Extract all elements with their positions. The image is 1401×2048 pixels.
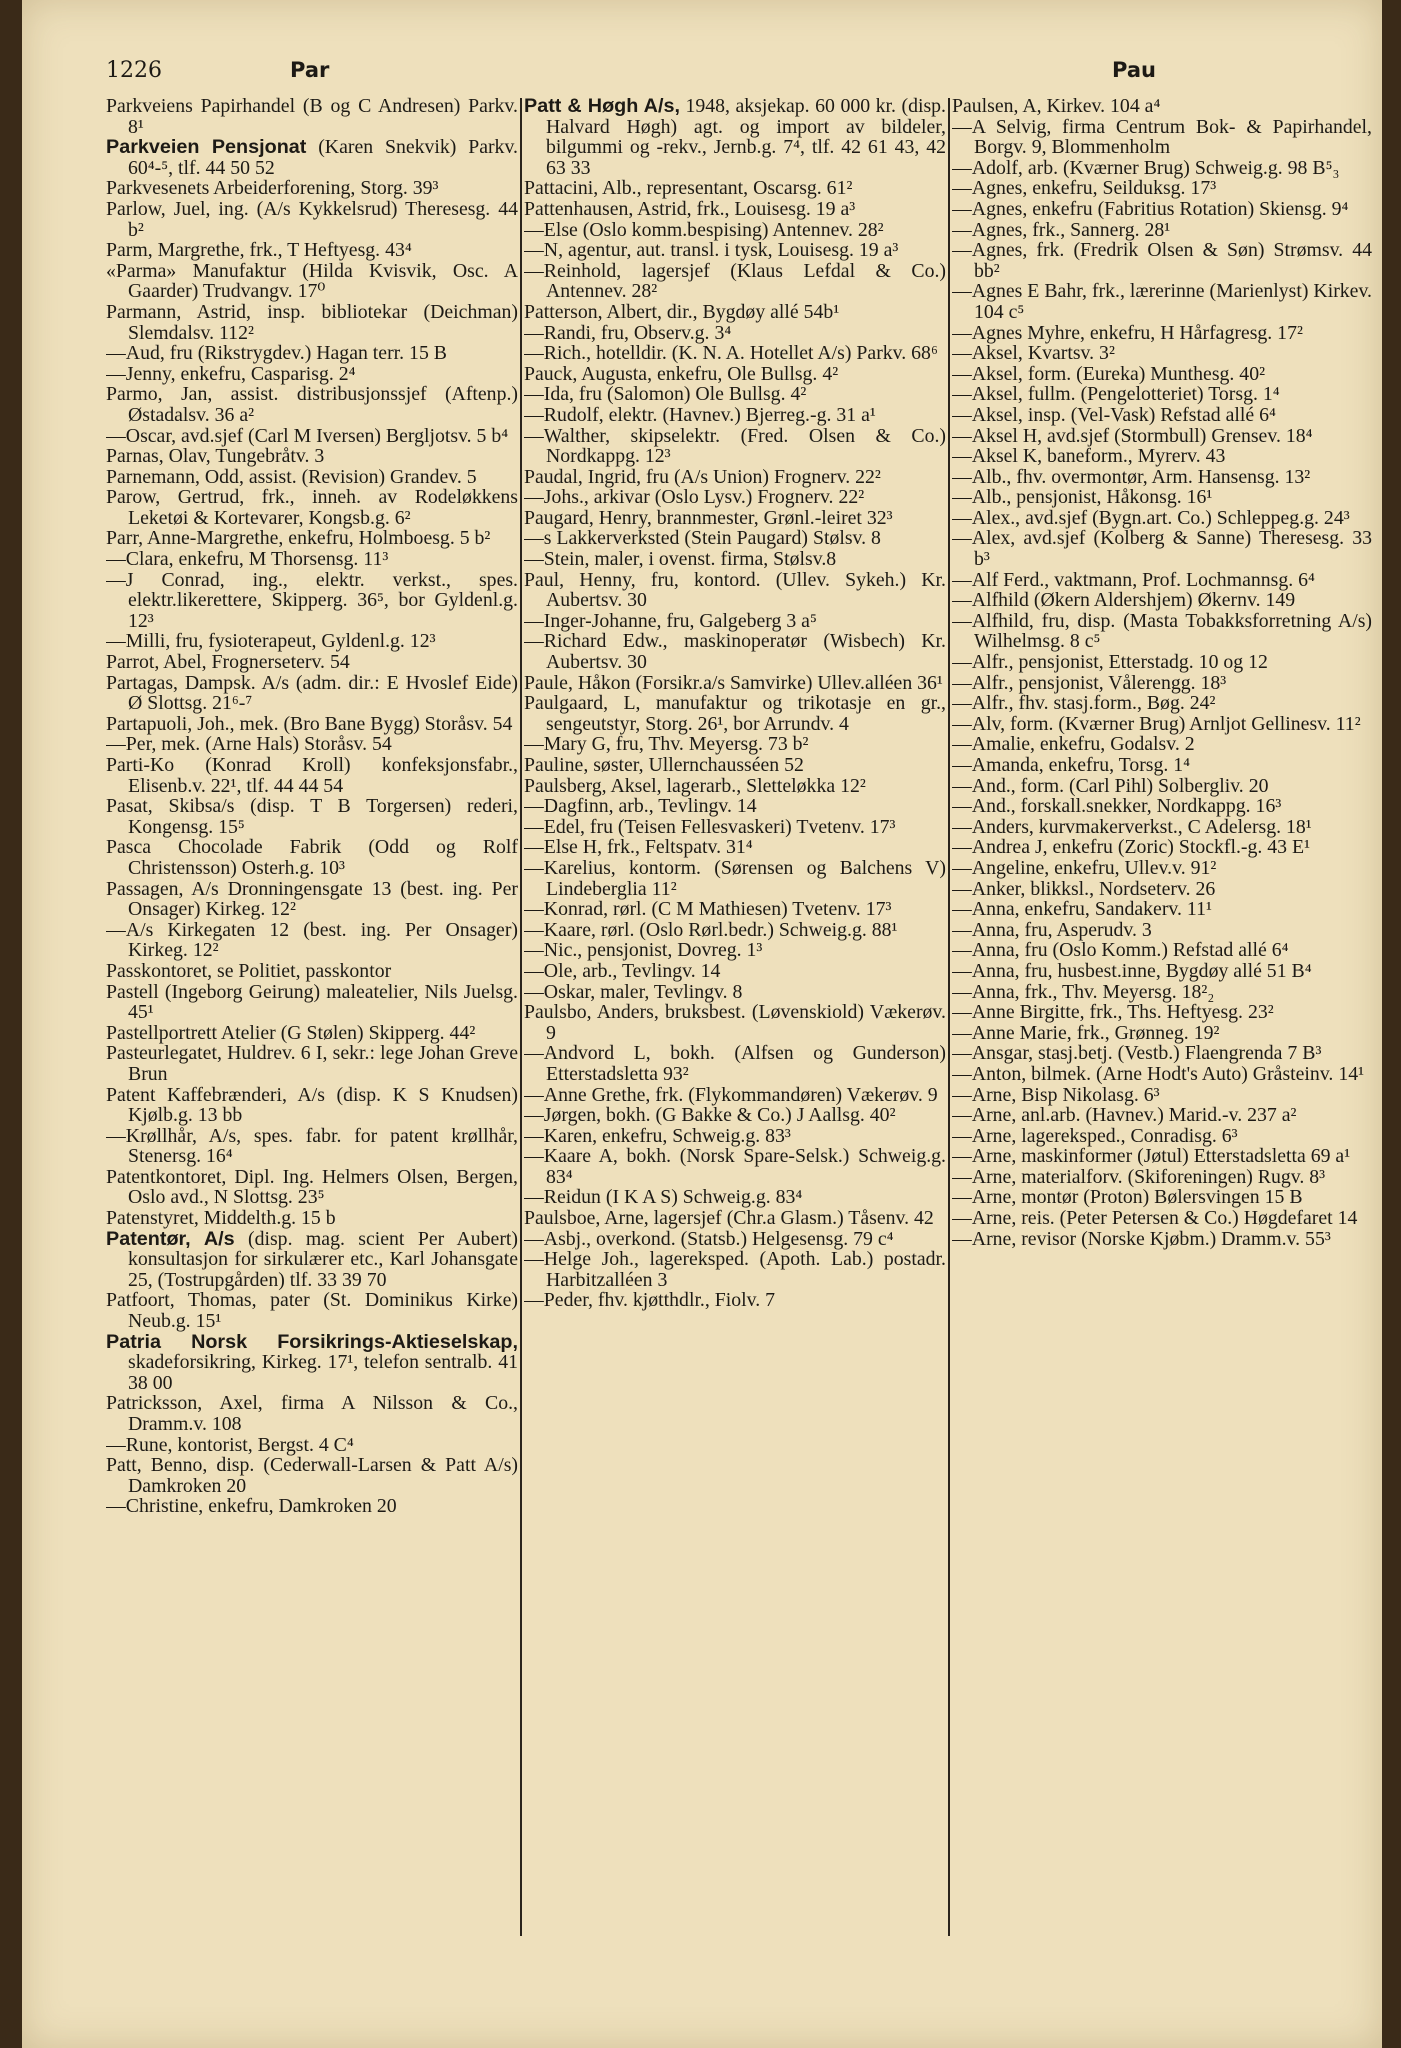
- entry-text: —Stein, maler, i ovenst. firma, Stølsv.8: [524, 548, 837, 571]
- entry-text: —Alex., avd.sjef (Bygn.art. Co.) Schleppeg.g. 24³: [952, 506, 1350, 529]
- entry-text: —Per, mek. (Arne Hals) Storåsv. 54: [106, 733, 392, 756]
- directory-entry: [952, 487, 1372, 508]
- directory-entry: [106, 755, 518, 796]
- directory-entry: [952, 1208, 1372, 1229]
- directory-entry: [952, 858, 1372, 879]
- directory-entry: [952, 796, 1372, 817]
- directory-entry: [952, 426, 1372, 447]
- entry-text: Parmo, Jan, assist. distribusjonssjef (Aftenp.) Østadalsv. 36 a²: [106, 383, 518, 426]
- entry-text: —Anne Grethe, frk. (Flykommandøren) Vækerøv. 9: [524, 1083, 938, 1106]
- entry-text: —Amanda, enkefru, Torsg. 1⁴: [952, 754, 1191, 776]
- directory-entry: [106, 961, 518, 982]
- entry-text: Patent Kaffebrænderi, A/s (disp. K S Knudsen) Kjølb.g. 13 bb: [106, 1083, 518, 1127]
- directory-entry: [952, 714, 1372, 735]
- entry-text: —Anna, frk., Thv. Meyersg. 18²₂: [952, 980, 1215, 1003]
- page-number: 1226: [106, 58, 162, 83]
- entry-text: Parkvesenets Arbeiderforening, Storg. 39³: [106, 177, 439, 200]
- directory-entry: [524, 343, 946, 364]
- directory-entry: [106, 879, 518, 920]
- entry-text: —Richard Edw., maskinoperatør (Wisbech) Kr. Aubertsv. 30: [524, 630, 946, 674]
- entry-text: —Oskar, maler, Tevlingv. 8: [524, 980, 743, 1003]
- entry-text: —Andrea J, enkefru (Zoric) Stockfl.-g. 43 E¹: [952, 836, 1311, 859]
- entry-text: —Dagfinn, arb., Tevlingv. 14: [524, 795, 757, 818]
- entry-text: Pauck, Augusta, enkefru, Ole Bullsg. 4²: [524, 362, 839, 385]
- directory-entry: [952, 837, 1372, 858]
- directory-entry: [952, 240, 1372, 281]
- directory-entry: [952, 158, 1372, 179]
- entry-text: —Rudolf, elektr. (Havnev.) Bjerreg.-g. 31 a¹: [524, 403, 876, 426]
- directory-entry: [106, 467, 518, 488]
- entry-text: Parmann, Astrid, insp. bibliotekar (Deichman) Slemdalsv. 112²: [106, 300, 518, 344]
- entry-text: Pastellportrett Atelier (G Stølen) Skipperg. 44²: [106, 1021, 476, 1044]
- directory-entry: [106, 528, 518, 549]
- directory-entry: [524, 240, 946, 261]
- directory-entry: [952, 673, 1372, 694]
- directory-entry: [106, 1496, 518, 1517]
- directory-entry: [524, 837, 946, 858]
- directory-entry: [524, 1126, 946, 1147]
- directory-entry: [524, 220, 946, 241]
- entry-text: —Helge Joh., lagereksped. (Apoth. Lab.) postadr. Harbitzalléen 3: [524, 1248, 946, 1291]
- entry-text: —Arne, revisor (Norske Kjøbm.) Dramm.v. 55³: [952, 1227, 1331, 1250]
- directory-entry: [952, 1023, 1372, 1044]
- directory-entry: [524, 178, 946, 199]
- directory-entry: [524, 1043, 946, 1084]
- directory-entry: [524, 1187, 946, 1208]
- entry-text: —Arne, anl.arb. (Havnev.) Marid.-v. 237 a²: [952, 1104, 1297, 1127]
- directory-entry: [106, 426, 518, 447]
- entry-text: —Anne Birgitte, frk., Ths. Heftyesg. 23²: [952, 1001, 1274, 1024]
- entry-text: —Alf Ferd., vaktmann, Prof. Lochmannsg. 6⁴: [952, 568, 1315, 591]
- entry-text: —Milli, fru, fysioterapeut, Gyldenl.g. 12³: [106, 630, 436, 653]
- entry-text: —Oscar, avd.sjef (Carl M Iversen) Bergljotsv. 5 b⁴: [106, 424, 509, 447]
- entry-text: Patricksson, Axel, firma A Nilsson & Co., Dramm.v. 108: [106, 1392, 518, 1435]
- directory-entry: [524, 1249, 946, 1290]
- entry-text: —Alex, avd.sjef (Kolberg & Sanne) Theresesg. 33 b³: [952, 527, 1372, 571]
- entry-text: —Alfr., pensjonist, Etterstadg. 10 og 12: [952, 651, 1268, 674]
- entry-text: —Agnes Myhre, enkefru, H Hårfagresg. 17²: [952, 321, 1303, 344]
- directory-page: [22, 0, 1382, 2048]
- column-divider: [520, 98, 522, 1936]
- directory-entry: [106, 364, 518, 385]
- entry-text: Patenstyret, Middelth.g. 15 b: [106, 1207, 336, 1230]
- entry-text: —And., form. (Carl Pihl) Solbergliv. 20: [952, 774, 1269, 797]
- entry-text: —Alv, form. (Kværner Brug) Arnljot Gellinesv. 11²: [952, 712, 1361, 735]
- entry-text: —Reinhold, lagersjef (Klaus Lefdal & Co.) Antennev. 28²: [524, 259, 946, 303]
- entry-text: —Kaare A, bokh. (Norsk Spare-Selsk.) Schweig.g. 83⁴: [524, 1145, 946, 1188]
- directory-entry: [952, 508, 1372, 529]
- directory-entry: [106, 734, 518, 755]
- directory-entry: [524, 982, 946, 1003]
- entry-text: —Kaare, rørl. (Oslo Rørl.bedr.) Schweig.g. 88¹: [524, 918, 898, 941]
- directory-entry: [524, 199, 946, 220]
- entry-text: Pattenhausen, Astrid, frk., Louisesg. 19 a³: [524, 197, 856, 220]
- entry-text: —Johs., arkivar (Oslo Lysv.) Frognerv. 22²: [524, 486, 865, 509]
- entry-text: —Anna, fru, husbest.inne, Bygdøy allé 51 B⁴: [952, 959, 1312, 982]
- directory-entry: [952, 364, 1372, 385]
- entry-text: Parr, Anne-Margrethe, enkefru, Holmboesg. 5 b²: [106, 527, 491, 550]
- entry-text: Parkveiens Papirhandel (B og C Andresen) Parkv. 8¹: [106, 96, 518, 138]
- directory-entry: [952, 734, 1372, 755]
- directory-entry: [952, 343, 1372, 364]
- directory-entry: [952, 323, 1372, 344]
- entry-text: —Ansgar, stasj.betj. (Vestb.) Flaengrenda 7 B³: [952, 1042, 1322, 1065]
- entry-text: —Karelius, kontorm. (Sørensen og Balchens V) Lindebergliа 11²: [524, 856, 946, 900]
- directory-column-2: [524, 96, 946, 2036]
- entry-text: Passkontoret, se Politiet, passkontor: [106, 959, 392, 982]
- entry-text: Patfoort, Thomas, pater (St. Dominikus Kirke) Neub.g. 15¹: [106, 1289, 518, 1333]
- entry-text: —Arne, materialforv. (Skiforeningen) Rugv. 8³: [952, 1165, 1326, 1188]
- entry-text: —Alfhild, fru, disp. (Masta Tobakksforretning A/s) Wilhelmsg. 8 c⁵: [952, 609, 1372, 653]
- directory-entry: [952, 528, 1372, 569]
- directory-entry: [952, 117, 1372, 158]
- entry-text: Passagen, A/s Dronningensgate 13 (best. ing. Per Onsager) Kirkeg. 12²: [106, 877, 518, 921]
- directory-entry: [106, 1290, 518, 1331]
- directory-entry: [952, 920, 1372, 941]
- directory-entry: [952, 652, 1372, 673]
- entry-text: —Aksel, form. (Eureka) Munthesg. 40²: [952, 362, 1266, 385]
- directory-entry: [106, 261, 518, 302]
- entry-text: —Asbj., overkond. (Statsb.) Helgesensg. 79 c⁴: [524, 1227, 894, 1250]
- column-divider: [948, 98, 950, 1936]
- directory-entry: [524, 755, 946, 776]
- directory-entry: [106, 1023, 518, 1044]
- directory-entry: [952, 817, 1372, 838]
- directory-entry: [106, 487, 518, 528]
- directory-entry: [106, 384, 518, 425]
- directory-entry: [524, 940, 946, 961]
- entry-text: Pasat, Skibsa/s (disp. T B Torgersen) rederi, Kongensg. 15⁵: [106, 795, 518, 838]
- directory-entry: [524, 899, 946, 920]
- running-head-left: Par: [290, 58, 330, 82]
- directory-entry: [106, 96, 518, 137]
- entry-text: Parnemann, Odd, assist. (Revision) Grandev. 5: [106, 465, 477, 488]
- directory-entry: [106, 199, 518, 240]
- directory-entry: [524, 693, 946, 734]
- directory-entry: [952, 961, 1372, 982]
- directory-entry: [952, 879, 1372, 900]
- entry-text: Pasca Chocolade Fabrik (Odd og Rolf Christensson) Osterh.g. 10³: [106, 836, 518, 879]
- directory-entry: [106, 240, 518, 261]
- entry-text: —Anna, fru (Oslo Komm.) Refstad allé 6⁴: [952, 939, 1289, 962]
- entry-text: Paulsbo, Anders, bruksbest. (Løvenskiold) Vækerøv. 9: [524, 1001, 946, 1044]
- directory-entry: [106, 1229, 518, 1291]
- entry-text: —Jørgen, bokh. (G Bakke & Co.) J Aallsg. 40²: [524, 1104, 896, 1127]
- directory-entry: [106, 178, 518, 199]
- directory-entry: [524, 776, 946, 797]
- entry-text: (disp. mag. scient Per Aubert) konsultasjon for sirkulærer etc., Karl Johansgate 25, (Tostrupgården) tlf. 33 39 70: [128, 1227, 518, 1291]
- entry-text: —Andvord L, bokh. (Alfsen og Gunderson) Etterstadsletta 93²: [524, 1042, 946, 1085]
- directory-entry: [952, 446, 1372, 467]
- directory-entry: [524, 384, 946, 405]
- entry-text: Partapuoli, Joh., mek. (Bro Bane Bygg) Storåsv. 54: [106, 712, 513, 735]
- directory-entry: [952, 611, 1372, 652]
- entry-text: —Aksel, Kvartsv. 3²: [952, 342, 1115, 365]
- entry-text: —Aud, fru (Rikstrygdev.) Hagan terr. 15 B: [106, 342, 447, 365]
- entry-text: Pauline, søster, Ullernchausséen 52: [524, 754, 804, 776]
- directory-entry: [106, 1332, 518, 1394]
- directory-entry: [106, 343, 518, 364]
- entry-text: —Jenny, enkefru, Casparisg. 2⁴: [106, 362, 356, 385]
- entry-text: (Karen Snekvik) Parkv. 60⁴-⁵, tlf. 44 50 52: [128, 136, 518, 179]
- entry-text: —Rich., hotelldir. (K. N. A. Hotellet A/s) Parkv. 68⁶: [524, 342, 938, 365]
- directory-entry: [952, 570, 1372, 591]
- entry-text: Paule, Håkon (Forsikr.a/s Samvirke) Ullev.alléen 36¹: [524, 671, 943, 694]
- directory-entry: [952, 1002, 1372, 1023]
- directory-entry: [952, 755, 1372, 776]
- entry-text: —Reidun (I K A S) Schweig.g. 83⁴: [524, 1186, 803, 1209]
- entry-text: —Nic., pensjonist, Dovreg. 1³: [524, 939, 763, 962]
- entry-name-bold: Parkveien Pensjonat: [106, 136, 307, 159]
- directory-entry: [524, 528, 946, 549]
- entry-name-bold: Patria Norsk Forsikrings-Aktieselskap,: [106, 1330, 518, 1353]
- entry-text: Patentkontoret, Dipl. Ing. Helmers Olsen, Bergen, Oslo avd., N Slottsg. 23⁵: [106, 1165, 518, 1209]
- entry-text: —Mary G, fru, Thv. Meyersg. 73 b²: [524, 733, 809, 756]
- entry-text: —Anna, fru, Asperudv. 3: [952, 918, 1152, 941]
- directory-entry: [106, 920, 518, 961]
- directory-entry: [106, 570, 518, 632]
- directory-entry: [952, 1167, 1372, 1188]
- directory-entry: [952, 693, 1372, 714]
- directory-entry: [524, 734, 946, 755]
- entry-text: Parti-Ko (Konrad Kroll) konfeksjonsfabr., Elisenb.v. 22¹, tlf. 44 44 54: [106, 754, 518, 797]
- entry-text: 1948, aksjekap. 60 000 kr. (disp. Halvard Høgh) agt. og import av bildeler, bilgummi og -rekv., Jernb.g. 7⁴, tlf. 42 61 43, 42 63 33: [546, 96, 946, 179]
- entry-text: —Amalie, enkefru, Godalsv. 2: [952, 733, 1195, 756]
- directory-entry: [106, 714, 518, 735]
- entry-text: —Rune, kontorist, Bergst. 4 C⁴: [106, 1433, 354, 1456]
- directory-entry: [952, 1043, 1372, 1064]
- entry-text: —Clara, enkefru, M Thorsensg. 11³: [106, 548, 389, 571]
- directory-entry: [524, 817, 946, 838]
- entry-text: —Aksel H, avd.sjef (Stormbull) Grensev. 18⁴: [952, 424, 1313, 447]
- entry-text: Paulsen, A, Kirkev. 104 a⁴: [952, 96, 1161, 117]
- directory-entry: [952, 1105, 1372, 1126]
- directory-entry: [952, 220, 1372, 241]
- entry-text: —Alfr., pensjonist, Vålerengg. 18³: [952, 671, 1227, 694]
- directory-entry: [952, 940, 1372, 961]
- directory-entry: [106, 1435, 518, 1456]
- entry-text: Paugard, Henry, brannmester, Grønl.-leiret 32³: [524, 506, 893, 529]
- directory-entry: [952, 590, 1372, 611]
- entry-text: —Alb., pensjonist, Håkonsg. 16¹: [952, 486, 1213, 509]
- directory-entry: [524, 1229, 946, 1250]
- entry-text: —A/s Kirkegaten 12 (best. ing. Per Onsager) Kirkeg. 12²: [106, 918, 518, 962]
- entry-text: —Anne Marie, frk., Grønneg. 19²: [952, 1021, 1220, 1044]
- entry-text: —Peder, fhv. kjøtthdlr., Fiolv. 7: [524, 1289, 776, 1312]
- directory-entry: [106, 837, 518, 878]
- directory-entry: [952, 178, 1372, 199]
- directory-entry: [524, 1208, 946, 1229]
- directory-entry: [952, 281, 1372, 322]
- entry-text: Paulgaard, L, manufaktur og trikotasje en gr., sengeutstyr, Storg. 26¹, bor Arrundv. 4: [524, 692, 946, 735]
- directory-entry: [106, 1208, 518, 1229]
- entry-text: —Aksel, insp. (Vel-Vask) Refstad allé 6⁴: [952, 403, 1276, 426]
- entry-text: Parnas, Olav, Tungebråtv. 3: [106, 445, 325, 468]
- directory-entry: [952, 96, 1372, 117]
- entry-text: —Krøllhår, A/s, spes. fabr. for patent krøllhår, Stenersg. 16⁴: [106, 1124, 518, 1168]
- directory-entry: [524, 1085, 946, 1106]
- entry-text: —Arne, Bisp Nikolasg. 6³: [952, 1083, 1160, 1106]
- directory-entry: [524, 487, 946, 508]
- directory-entry: [952, 467, 1372, 488]
- entry-text: —Alb., fhv. overmontør, Arm. Hansensg. 13²: [952, 465, 1311, 488]
- directory-entry: [952, 1229, 1372, 1250]
- directory-entry: [106, 982, 518, 1023]
- entry-text: —Arne, montør (Proton) Bølersvingen 15 B: [952, 1186, 1303, 1209]
- entry-text: —Ida, fru (Salomon) Ole Bullsg. 4²: [524, 383, 807, 406]
- running-head-right: Pau: [1112, 58, 1156, 82]
- entry-text: —s Lakkerverksted (Stein Paugard) Stølsv. 8: [524, 527, 881, 550]
- entry-text: Paudal, Ingrid, fru (A/s Union) Frognerv. 22²: [524, 465, 881, 488]
- directory-entry: [524, 261, 946, 302]
- directory-entry: [106, 302, 518, 343]
- entry-text: —Aksel K, baneform., Myrerv. 43: [952, 445, 1226, 468]
- entry-text: Partagas, Dampsk. A/s (adm. dir.: E Hvoslef Eide) Ø Slottsg. 21⁶-⁷: [106, 671, 518, 715]
- entry-text: Pattacini, Alb., representant, Oscarsg. 61²: [524, 177, 853, 200]
- entry-text: —Anna, enkefru, Sandakerv. 11¹: [952, 898, 1212, 921]
- directory-entry: [524, 611, 946, 632]
- directory-entry: [952, 1085, 1372, 1106]
- entry-text: —Arne, reis. (Peter Petersen & Co.) Høgdefaret 14: [952, 1207, 1358, 1230]
- entry-text: Parow, Gertrud, frk., inneh. av Rodeløkkens Leketøi & Kortevarer, Kongsb.g. 6²: [106, 486, 518, 529]
- entry-text: —Adolf, arb. (Kværner Brug) Schweig.g. 98 B⁵₃: [952, 156, 1340, 179]
- entry-text: Parm, Margrethe, frk., T Heftyesg. 43⁴: [106, 239, 412, 262]
- directory-entry: [106, 1167, 518, 1208]
- entry-text: —N, agentur, aut. transl. i tysk, Louisesg. 19 a³: [524, 239, 899, 262]
- directory-entry: [524, 467, 946, 488]
- directory-entry: [524, 961, 946, 982]
- directory-entry: [952, 982, 1372, 1003]
- entry-text: —Ole, arb., Tevlingv. 14: [524, 959, 721, 982]
- entry-text: —Else (Oslo komm.bespising) Antennev. 28²: [524, 218, 884, 241]
- entry-text: —And., forskall.snekker, Nordkappg. 16³: [952, 795, 1282, 818]
- directory-entry: [952, 1146, 1372, 1167]
- directory-entry: [524, 426, 946, 467]
- entry-text: —Christine, enkefru, Damkroken 20: [106, 1495, 397, 1518]
- entry-text: —Aksel, fullm. (Pengelotteriet) Torsg. 1⁴: [952, 383, 1280, 406]
- entry-text: —Agnes, frk., Sannerg. 28¹: [952, 218, 1171, 241]
- directory-entry: [524, 96, 946, 178]
- entry-text: —Arne, maskinformer (Jøtul) Etterstadsletta 69 a¹: [952, 1145, 1351, 1168]
- entry-text: —J Conrad, ing., elektr. verkst., spes. elektr.likerettere, Skipperg. 36⁵, bor Gyldenl.g. 12³: [106, 568, 518, 632]
- directory-entry: [952, 1187, 1372, 1208]
- directory-entry: [524, 1002, 946, 1043]
- directory-entry: [952, 405, 1372, 426]
- entry-text: —Edel, fru (Teisen Fellesvaskeri) Tvetenv. 17³: [524, 815, 896, 838]
- directory-entry: [106, 1393, 518, 1434]
- directory-entry: [524, 302, 946, 323]
- entry-text: Paul, Henny, fru, kontord. (Ullev. Sykeh.) Kr. Aubertsv. 30: [524, 568, 946, 612]
- entry-text: «Parma» Manufaktur (Hilda Kvisvik, Osc. A Gaarder) Trudvangv. 17⁰: [106, 259, 518, 303]
- entry-text: —Alfr., fhv. stasj.form., Bøg. 24²: [952, 692, 1216, 715]
- directory-entry: [524, 796, 946, 817]
- entry-text: —Walther, skipselektr. (Fred. Olsen & Co.) Nordkappg. 12³: [524, 424, 946, 468]
- entry-text: —Karen, enkefru, Schweig.g. 83³: [524, 1124, 791, 1147]
- directory-entry: [106, 631, 518, 652]
- directory-entry: [524, 1146, 946, 1187]
- entry-text: —Alfhild (Økern Aldershjem) Økernv. 149: [952, 589, 1296, 612]
- directory-entry: [524, 570, 946, 611]
- entry-text: Paulsboe, Arne, lagersjef (Chr.a Glasm.) Tåsenv. 42: [524, 1207, 934, 1230]
- directory-entry: [106, 652, 518, 673]
- directory-entry: [952, 899, 1372, 920]
- entry-text: Patterson, Albert, dir., Bygdøy allé 54b¹: [524, 300, 840, 323]
- entry-text: —Konrad, rørl. (C M Mathiesen) Tvetenv. 17³: [524, 898, 892, 921]
- entry-text: Pasteurlegatet, Huldrev. 6 I, sekr.: lege Johan Greve Brun: [106, 1042, 518, 1085]
- entry-text: —Inger-Johanne, fru, Galgeberg 3 a⁵: [524, 609, 817, 632]
- directory-entry: [524, 1105, 946, 1126]
- directory-column-1: [106, 96, 518, 2036]
- entry-text: Patt, Benno, disp. (Cederwall-Larsen & Patt A/s) Damkroken 20: [106, 1454, 518, 1497]
- directory-entry: [106, 549, 518, 570]
- entry-text: Parrot, Abel, Frognerseterv. 54: [106, 651, 350, 674]
- entry-text: —Agnes, enkefru, Seilduksg. 17³: [952, 177, 1217, 200]
- directory-entry: [524, 673, 946, 694]
- entry-text: —Anders, kurvmakerverkst., C Adelersg. 18¹: [952, 815, 1312, 838]
- directory-entry: [952, 1126, 1372, 1147]
- directory-entry: [524, 858, 946, 899]
- entry-text: —Anton, bilmek. (Arne Hodt's Auto) Gråsteinv. 14¹: [952, 1062, 1365, 1085]
- directory-entry: [106, 673, 518, 714]
- directory-entry: [524, 323, 946, 344]
- directory-entry: [952, 1064, 1372, 1085]
- directory-entry: [524, 508, 946, 529]
- directory-entry: [106, 446, 518, 467]
- directory-entry: [106, 1126, 518, 1167]
- entry-text: —Agnes, enkefru (Fabritius Rotation) Skiensg. 9⁴: [952, 197, 1349, 220]
- directory-entry: [524, 1290, 946, 1311]
- entry-text: skadeforsikring, Kirkeg. 17¹, telefon sentralb. 41 38 00: [128, 1351, 518, 1394]
- directory-entry: [524, 920, 946, 941]
- entry-text: —Arne, lagereksped., Conradisg. 6³: [952, 1124, 1238, 1147]
- directory-entry: [106, 1085, 518, 1126]
- entry-text: —Randi, fru, Observ.g. 3⁴: [524, 321, 732, 344]
- entry-text: Parlow, Juel, ing. (A/s Kykkelsrud) Theresesg. 44 b²: [106, 197, 518, 241]
- entry-text: Pastell (Ingeborg Geirung) maleatelier, Nils Juelsg. 45¹: [106, 980, 518, 1024]
- directory-entry: [524, 364, 946, 385]
- entry-text: —Angeline, enkefru, Ullev.v. 91²: [952, 856, 1217, 879]
- directory-entry: [952, 776, 1372, 797]
- entry-text: —Anker, blikksl., Nordseterv. 26: [952, 877, 1216, 900]
- directory-entry: [106, 796, 518, 837]
- directory-column-3: [952, 96, 1372, 2036]
- directory-entry: [524, 549, 946, 570]
- entry-text: —Agnes E Bahr, frk., lærerinne (Marienlyst) Kirkev. 104 c⁵: [952, 280, 1372, 323]
- entry-name-bold: Patt & Høgh A/s,: [524, 96, 680, 117]
- directory-entry: [524, 631, 946, 672]
- directory-entry: [106, 1455, 518, 1496]
- entry-text: —A Selvig, firma Centrum Bok- & Papirhandel, Borgv. 9, Blommenholm: [952, 115, 1372, 159]
- directory-entry: [952, 384, 1372, 405]
- entry-text: —Else H, frk., Feltspatv. 31⁴: [524, 836, 753, 859]
- directory-entry: [106, 137, 518, 178]
- directory-entry: [952, 199, 1372, 220]
- entry-text: —Agnes, frk. (Fredrik Olsen & Søn) Strømsv. 44 bb²: [952, 239, 1372, 282]
- entry-text: Paulsberg, Aksel, lagerarb., Sletteløkka 12²: [524, 774, 866, 797]
- directory-entry: [106, 1043, 518, 1084]
- directory-entry: [524, 405, 946, 426]
- entry-name-bold: Patentør, A/s: [106, 1227, 235, 1250]
